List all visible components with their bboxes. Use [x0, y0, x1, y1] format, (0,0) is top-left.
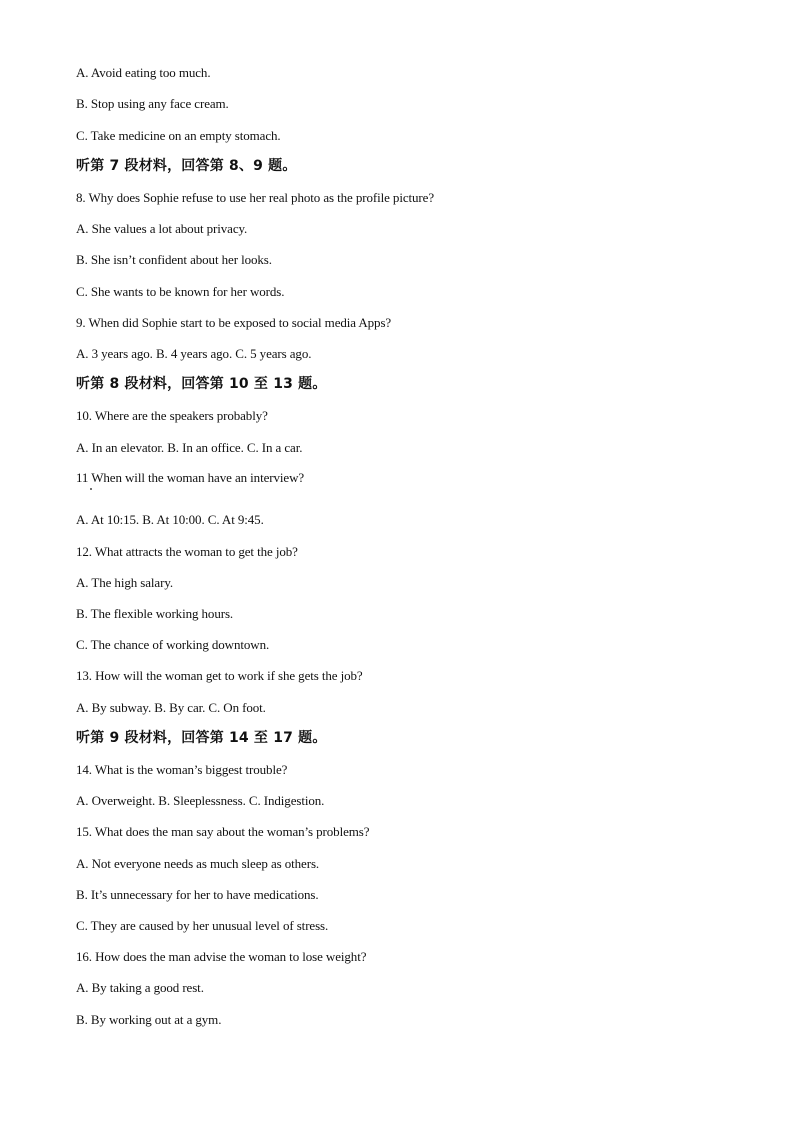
option-line: A. In an elevator. B. In an office. C. In a car.	[76, 440, 303, 455]
option-line: A. By subway. B. By car. C. On foot.	[76, 700, 266, 715]
section-heading: 听第 8 段材料，回答第 10 至 13 题。	[76, 376, 327, 392]
section-heading: 听第 9 段材料，回答第 14 至 17 题。	[76, 730, 327, 746]
option-line: B. The flexible working hours.	[76, 606, 234, 621]
question-line: 15. What does the man say about the woman’s problems?	[76, 824, 370, 839]
option-line: A. By taking a good rest.	[76, 980, 204, 995]
option-line: A. Not everyone needs as much sleep as others.	[76, 856, 320, 871]
stray-dot	[90, 488, 92, 490]
question-line: 8. Why does Sophie refuse to use her real photo as the profile picture?	[76, 190, 434, 205]
option-line: B. She isn’t confident about her looks.	[76, 252, 272, 267]
question-line: 12. What attracts the woman to get the job?	[76, 544, 298, 559]
question-line: 16. How does the man advise the woman to lose weight?	[76, 949, 367, 964]
option-line: A. Overweight. B. Sleeplessness. C. Indigestion.	[76, 793, 325, 808]
option-line: C. The chance of working downtown.	[76, 637, 270, 652]
option-line: B. By working out at a gym.	[76, 1012, 222, 1027]
question-line: 13. How will the woman get to work if she gets the job?	[76, 668, 363, 683]
option-line: A. 3 years ago. B. 4 years ago. C. 5 years ago.	[76, 346, 312, 361]
option-line: A. She values a lot about privacy.	[76, 221, 248, 236]
section-heading: 听第 7 段材料，回答第 8、9 题。	[76, 158, 297, 174]
question-line: 10. Where are the speakers probably?	[76, 408, 268, 423]
question-line: 9. When did Sophie start to be exposed to social media Apps?	[76, 315, 392, 330]
option-line: B. Stop using any face cream.	[76, 96, 229, 111]
option-line: C. They are caused by her unusual level of stress.	[76, 918, 329, 933]
question-line: 11 When will the woman have an interview?	[76, 470, 305, 485]
option-line: C. She wants to be known for her words.	[76, 284, 285, 299]
question-line: 14. What is the woman’s biggest trouble?	[76, 762, 288, 777]
option-line: A. The high salary.	[76, 575, 174, 590]
option-line: B. It’s unnecessary for her to have medications.	[76, 887, 319, 902]
option-line: A. At 10:15. B. At 10:00. C. At 9:45.	[76, 512, 264, 527]
option-line: C. Take medicine on an empty stomach.	[76, 128, 281, 143]
option-line: A. Avoid eating too much.	[76, 65, 211, 80]
